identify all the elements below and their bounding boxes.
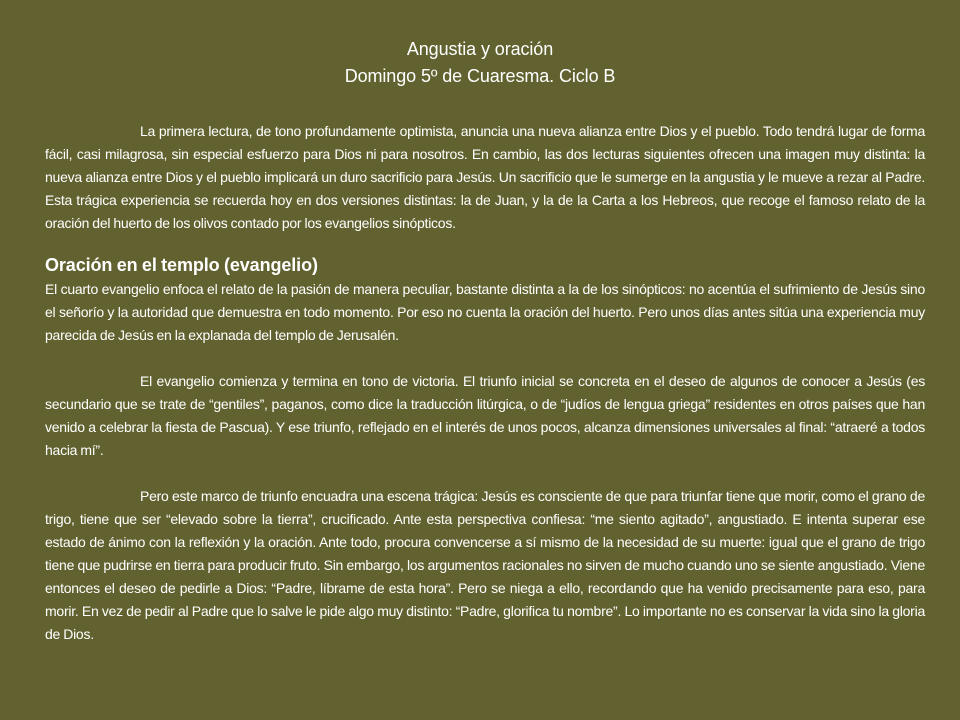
section-paragraph-1: El cuarto evangelio enfoca el relato de la pasión de manera peculiar, bastante distinta a la de los sinópticos: no acentúa el sufrimiento de Jesús sino el señorío y la autoridad que demuestra en todo momento. Por eso no cuenta la oración del huerto. Pero unos días antes sitúa una experiencia muy parecida de Jesús en la explanada del templo de Jerusalén. <box>45 281 925 343</box>
slide-subtitle: Domingo 5º de Cuaresma. Ciclo B <box>344 66 616 86</box>
title-block <box>0 36 960 90</box>
intro-paragraph: La primera lectura, de tono profundamente optimista, anuncia una nueva alianza entre Dios y el pueblo. Todo tendrá lugar de forma fácil, casi milagrosa, sin especial esfuerzo para Dios ni para nosotros. En cambio, las dos lecturas siguientes ofrecen una imagen muy distinta: la nueva alianza entre Dios y el pueblo implicará un duro sacrificio para Jesús. Un sacrificio que le sumerge en la angustia y le mueve a rezar al Padre. Esta trágica experiencia se recuerda hoy en dos versiones distintas: la de Juan, y la de la Carta a los Hebreos, que recoge el famoso relato de la oración del huerto de los olivos contado por los evangelios sinópticos. <box>45 123 925 231</box>
slide-title: Angustia y oración <box>406 39 554 59</box>
section-paragraph-3: Pero este marco de triunfo encuadra una escena trágica: Jesús es consciente de que para triunfar tiene que morir, como el grano de trigo, tiene que ser “elevado sobre la tierra”, crucificado. Ante esta perspectiva confiesa: “me siento agitado”, angustiado. E intenta superar ese estado de ánimo con la reflexión y la oración. Ante todo, procura convencerse a sí mismo de la necesidad de su muerte: igual que el grano de trigo tiene que pudrirse en tierra para producir fruto. Sin embargo, los argumentos racionales no sirven de mucho cuando uno se siente angustiado. Viene entonces el deseo de pedirle a Dios: “Padre, líbrame de esta hora”. Pero se niega a ello, recordando que ha venido precisamente para eso, para morir. En vez de pedir al Padre que lo salve le pide algo muy distinto: “Padre, glorifica tu nombre”. Lo importante no es conservar la vida sino la gloria de Dios. <box>45 488 925 642</box>
section-heading: Oración en el templo (evangelio) <box>45 255 318 275</box>
section-paragraph-2: El evangelio comienza y termina en tono de victoria. El triunfo inicial se concreta en el deseo de algunos de conocer a Jesús (es secundario que se trate de “gentiles”, paganos, como dice la traducción litúrgica, o de “judíos de lengua griega” residentes en otros países que han venido a celebrar la fiesta de Pascua). Y ese triunfo, reflejado en el interés de unos pocos, alcanza dimensiones universales al final: “atraeré a todos hacia mí”. <box>45 373 925 458</box>
content-body <box>45 120 925 646</box>
